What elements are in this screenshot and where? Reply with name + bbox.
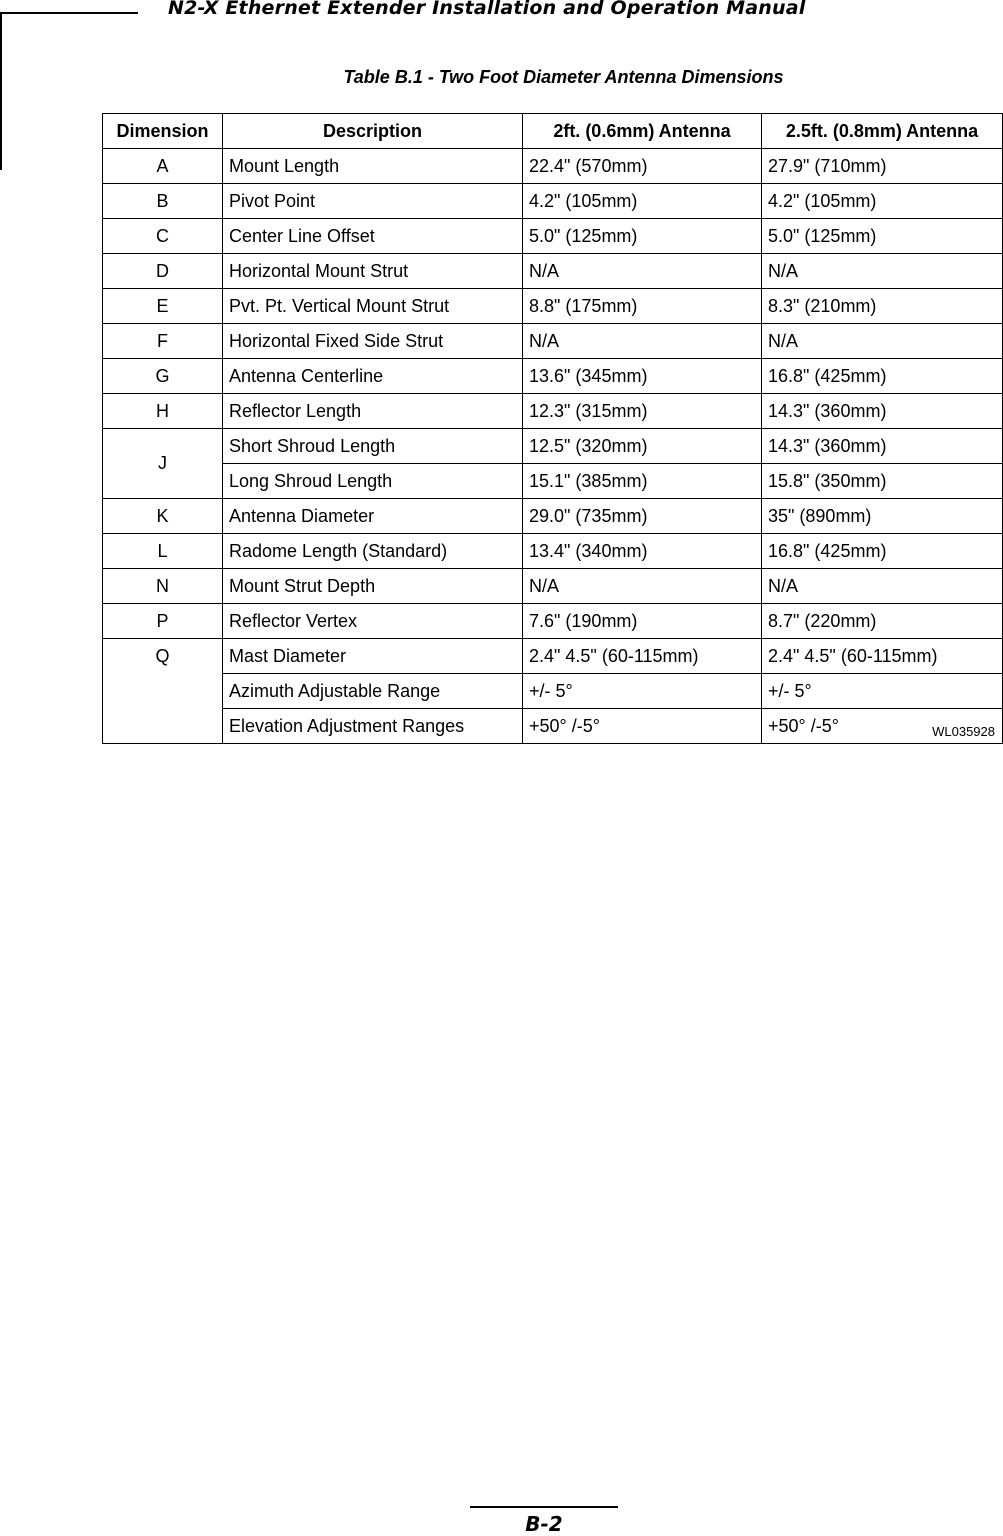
page-number: B-2 (525, 1512, 563, 1536)
dimension-cell: H (103, 394, 223, 429)
description-cell: Long Shroud Length (223, 464, 523, 499)
value-2ft-cell: 13.4" (340mm) (523, 534, 762, 569)
value-2ft-cell: 8.8" (175mm) (523, 289, 762, 324)
dimension-cell: P (103, 604, 223, 639)
table-row (103, 324, 1003, 359)
table-row (103, 604, 1003, 639)
value-2-5ft-cell: 15.8" (350mm) (762, 464, 1003, 499)
description-cell: Antenna Diameter (223, 499, 523, 534)
table-caption: Table B.1 - Two Foot Diameter Antenna Dimensions (343, 67, 784, 87)
value-2-5ft-cell: N/A (762, 254, 1003, 289)
footer-rule (470, 1506, 618, 1508)
description-cell: Center Line Offset (223, 219, 523, 254)
table-row (103, 394, 1003, 429)
dimension-cell: A (103, 149, 223, 184)
value-2ft-cell: 5.0" (125mm) (523, 219, 762, 254)
value-2ft-cell: 13.6" (345mm) (523, 359, 762, 394)
header-title: N2-X Ethernet Extender Installation and Operation Manual (168, 0, 806, 19)
value-2-5ft-cell: 5.0" (125mm) (762, 219, 1003, 254)
table-row (103, 709, 1003, 744)
figure-id: WL035928 (932, 724, 995, 739)
value-2ft-cell: 12.3" (315mm) (523, 394, 762, 429)
value-2ft-cell: 15.1" (385mm) (523, 464, 762, 499)
dimension-cell: K (103, 499, 223, 534)
table-row (103, 674, 1003, 709)
description-cell: Reflector Vertex (223, 604, 523, 639)
value-2-5ft-cell: 16.8" (425mm) (762, 534, 1003, 569)
value-2-5ft-cell: 8.7" (220mm) (762, 604, 1003, 639)
table-row (103, 184, 1003, 219)
dimension-cell: D (103, 254, 223, 289)
value-2ft-cell: N/A (523, 254, 762, 289)
table-header-row (103, 114, 1003, 149)
description-cell: Horizontal Mount Strut (223, 254, 523, 289)
value-2-5ft-cell: N/A (762, 569, 1003, 604)
table-row (103, 429, 1003, 464)
header-side-rule (0, 12, 2, 170)
value-2ft-cell: N/A (523, 569, 762, 604)
description-cell: Short Shroud Length (223, 429, 523, 464)
table-row (103, 534, 1003, 569)
dimension-cell: J (103, 429, 223, 499)
table-row (103, 359, 1003, 394)
value-2ft-cell: 4.2" (105mm) (523, 184, 762, 219)
value-2-5ft-cell: 4.2" (105mm) (762, 184, 1003, 219)
description-cell: Mast Diameter (223, 639, 523, 674)
value-2-5ft-cell: N/A (762, 324, 1003, 359)
dimension-cell: F (103, 324, 223, 359)
description-cell: Horizontal Fixed Side Strut (223, 324, 523, 359)
value-2ft-cell: 7.6" (190mm) (523, 604, 762, 639)
value-2ft-cell: N/A (523, 324, 762, 359)
table-row (103, 149, 1003, 184)
value-2ft-cell: 12.5" (320mm) (523, 429, 762, 464)
table-row (103, 464, 1003, 499)
column-header-description: Description (223, 114, 523, 149)
description-cell: Mount Length (223, 149, 523, 184)
column-header-dimension: Dimension (103, 114, 223, 149)
value-2ft-cell: 2.4" 4.5" (60-115mm) (523, 639, 762, 674)
dimension-cell: N (103, 569, 223, 604)
description-cell: Mount Strut Depth (223, 569, 523, 604)
dimension-cell: C (103, 219, 223, 254)
description-cell: Antenna Centerline (223, 359, 523, 394)
value-2-5ft-cell: +/- 5° (762, 674, 1003, 709)
dimension-cell: E (103, 289, 223, 324)
description-cell: Azimuth Adjustable Range (223, 674, 523, 709)
value-2-5ft-cell: 8.3" (210mm) (762, 289, 1003, 324)
table-row (103, 639, 1003, 674)
dimension-cell: G (103, 359, 223, 394)
value-2-5ft-cell: 35" (890mm) (762, 499, 1003, 534)
value-2-5ft-cell: +50° /-5° (762, 709, 1003, 744)
value-2-5ft-cell: 14.3" (360mm) (762, 394, 1003, 429)
description-cell: Pvt. Pt. Vertical Mount Strut (223, 289, 523, 324)
table-row (103, 219, 1003, 254)
table-row (103, 289, 1003, 324)
dimension-cell: Q (103, 639, 223, 744)
table-row (103, 499, 1003, 534)
column-header-2ft-antenna: 2ft. (0.6mm) Antenna (523, 114, 762, 149)
value-2ft-cell: 22.4" (570mm) (523, 149, 762, 184)
description-cell: Pivot Point (223, 184, 523, 219)
description-cell: Radome Length (Standard) (223, 534, 523, 569)
table-row (103, 569, 1003, 604)
value-2-5ft-cell: 14.3" (360mm) (762, 429, 1003, 464)
value-2ft-cell: +50° /-5° (523, 709, 762, 744)
value-2-5ft-cell: 27.9" (710mm) (762, 149, 1003, 184)
value-2-5ft-cell: 2.4" 4.5" (60-115mm) (762, 639, 1003, 674)
description-cell: Elevation Adjustment Ranges (223, 709, 523, 744)
value-2ft-cell: 29.0" (735mm) (523, 499, 762, 534)
dimension-cell: B (103, 184, 223, 219)
description-cell: Reflector Length (223, 394, 523, 429)
value-2-5ft-cell: 16.8" (425mm) (762, 359, 1003, 394)
column-header-2-5ft-antenna: 2.5ft. (0.8mm) Antenna (762, 114, 1003, 149)
table-row (103, 254, 1003, 289)
value-2ft-cell: +/- 5° (523, 674, 762, 709)
dimensions-table (102, 113, 1003, 744)
header-rule (0, 12, 138, 14)
dimension-cell: L (103, 534, 223, 569)
